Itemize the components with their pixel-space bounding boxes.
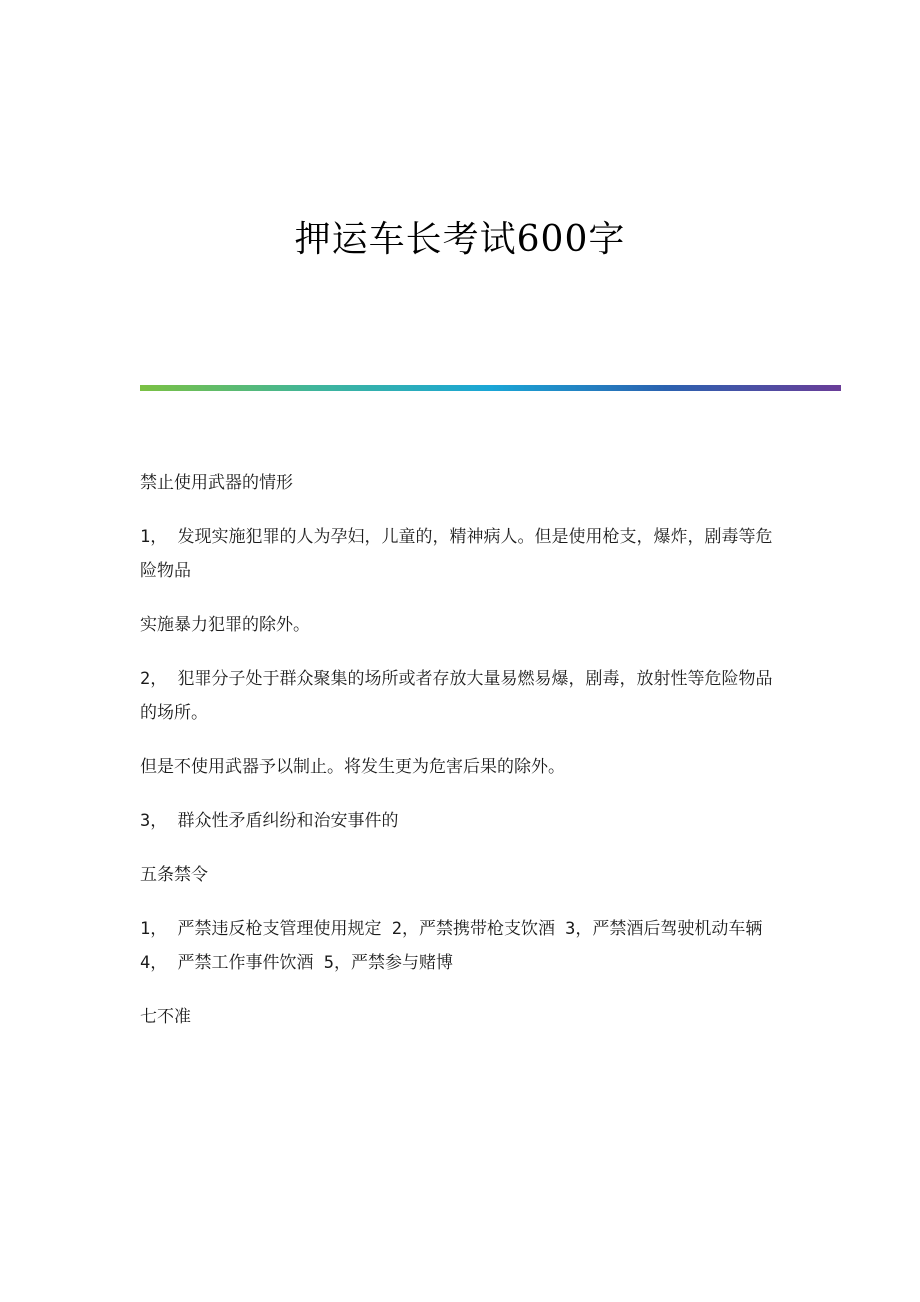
- paragraph: 但是不使用武器予以制止。将发生更为危害后果的除外。: [140, 757, 565, 777]
- document-title: 押运车长考试600字: [294, 219, 626, 260]
- paragraph: 2， 犯罪分子处于群众聚集的场所或者存放大量易燃易爆，剧毒，放射性等危险物品的场所。: [140, 669, 773, 723]
- paragraph: 1， 发现实施犯罪的人为孕妇，儿童的，精神病人。但是使用枪支，爆炸，剧毒等危险物品: [140, 527, 773, 581]
- document-body: [140, 466, 780, 1054]
- paragraph: 实施暴力犯罪的除外。: [140, 615, 310, 635]
- paragraph: 1， 严禁违反枪支管理使用规定 2，严禁携带枪支饮酒 3，严禁酒后驾驶机动车辆 4， 严禁工作事件饮酒 5，严禁参与赌博: [140, 919, 773, 973]
- section-heading: 五条禁令: [140, 865, 208, 885]
- paragraph: 3， 群众性矛盾纠纷和治安事件的: [140, 811, 399, 831]
- section-heading: 禁止使用武器的情形: [140, 473, 293, 493]
- gradient-divider: [140, 385, 841, 391]
- section-heading: 七不准: [140, 1007, 191, 1027]
